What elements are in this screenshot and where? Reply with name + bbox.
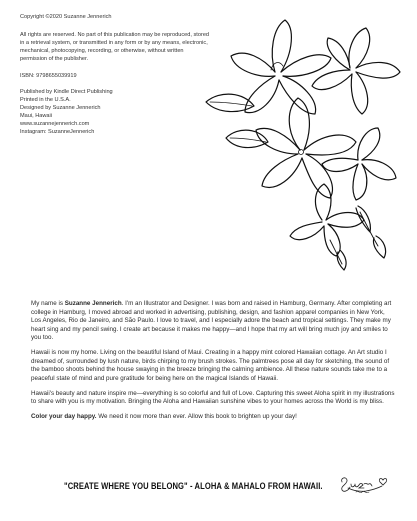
- footer-quote: "CREATE WHERE YOU BELONG" - ALOHA & MAHALO FROM HAWAII.: [64, 480, 323, 492]
- plumeria-flowers-line-art-icon: [180, 10, 412, 272]
- copyright-line: Copyright ©2020 Suzanne Jennerich: [20, 14, 112, 20]
- bio-paragraph-2: Hawaii is now my home. Living on the beautiful Island of Maui. Creating in a happy mint colored Hawaiian cottage. An Art studio I dreamed of, surrounded by lush nature, birds chirping to my brush strokes. The palmtrees pose all day for sketching, the sound of the bamboo shoots behind the house swaying in the breeze bringing the calming ambience. All these nature sounds take me to a peaceful state of mind and pure gratitude for being here on the magical Islands of Hawaii.: [31, 349, 390, 382]
- location-line: Maui, Hawaii: [20, 113, 53, 120]
- isbn: ISBN: 9798655039919: [20, 72, 77, 79]
- website-line: www.suzannejennerich.com: [20, 121, 90, 128]
- instagram-line: Instagram: SuzanneJennerich: [20, 128, 95, 135]
- rights-notice: All rights are reserved. No part of this publication may be reproduced, stored in a retrieval system, or transmitted in any form or by any means, electronic, mechanical, photocopying, recording, or otherwise, without written permission of the publisher.: [20, 31, 210, 62]
- printed-line: Printed in the U.S.A.: [20, 97, 71, 104]
- signature-icon: [336, 472, 392, 496]
- footer: [0, 476, 417, 500]
- bio-section: [31, 300, 395, 428]
- bio-paragraph-4-text: We need it now more than ever. Allow this book to brighten up your day!: [96, 413, 297, 420]
- bio-paragraph-3: Hawaii's beauty and nature inspire me—everything is so colorful and full of Love. Capturing this sweet Aloha spirit in my illustrations to share with you is my motivation. Bringing the Aloha and Hawaiian sunshine vibes to your homes across the World is my bliss.: [31, 389, 395, 405]
- bio-paragraph-4: [31, 413, 395, 422]
- bio-paragraph-1-text: . I'm an Illustrator and Designer. I was born and raised in Hamburg, Germany. After completing art college in Hamburg, I moved abroad and worked in advertising, publishing, design, and fashion apparel companies in New York, Los Angeles, Rio de Janeiro, and São Paulo. I love to travel, and I especially adore the beach and tropical settings. They make my heart sing and my pencil swing. I create art because it makes me happy—and I hope that my art will bring much joy and smiles to you too.: [31, 300, 392, 341]
- bio-paragraph-1: [31, 300, 395, 343]
- designer-line: Designed by Suzanne Jennerich: [20, 105, 101, 112]
- author-name: Suzanne Jennerich: [64, 300, 122, 307]
- color-your-day-heading: Color your day happy.: [31, 413, 97, 420]
- publisher-line: Published by Kindle Direct Publishing: [20, 89, 113, 96]
- bio-intro: My name is: [31, 300, 65, 307]
